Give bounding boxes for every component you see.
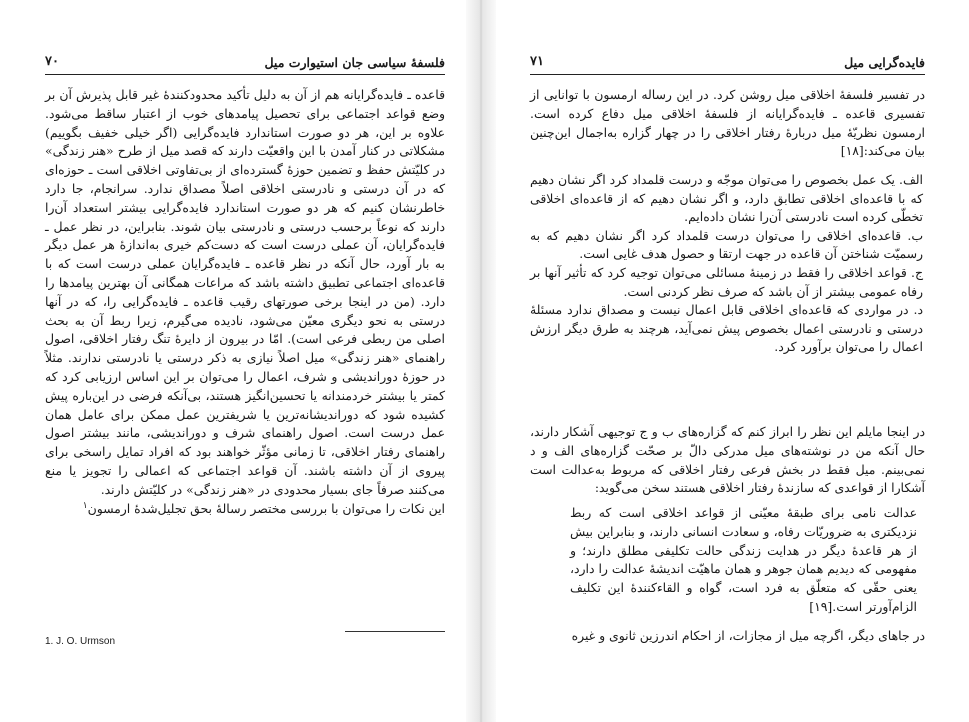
left-page xyxy=(45,0,445,722)
paragraph: در جاهای دیگر، اگرچه میل از مجازات، از احکام اندرزین ثانوی و غیره xyxy=(571,628,925,643)
quote-text: عدالت نامی برای طبقهٔ معیّنی از قواعد اخلاقی است که ربط نزدیکتری به ضروریّات رفاه، و سعادت انسانی دارند، و بنابراین بیش از هر قاعدهٔ دیگر در هدایت زندگی حالت تکلیفی مطلق دارند؛ و مفهومی که دیدیم همان جوهر و همان ماهیّت اندیشهٔ عدالت را دارد، یعنی حقّی که متعلّق به فرد است، گواه و القاءکنندهٔ این تکلیف الزام‌آورتر است.[۱۹] xyxy=(570,505,917,614)
proposition-item: ج. قواعد اخلاقی را فقط در زمینهٔ مسائلی می‌توان توجیه کرد که تأثیر آنها بر رفاه عمومی بیشتر از آن باشد که صرف نظر کردنی است. xyxy=(530,264,923,299)
paragraph-text: این نکات را می‌توان با بررسی مختصر رسالهٔ بحق تجلیل‌شدهٔ ارمسون xyxy=(87,500,445,516)
proposition-item: د. در مواردی که قاعده‌ای اخلاقی قابل اعمال نیست و مصداق ندارد مسئلهٔ درستی و نادرستی اعمال بخصوص پیش نمی‌آید، هرچند به طرق دیگر ارزش اعمال را می‌توان برآورد کرد. xyxy=(530,302,923,355)
footnote-marker: ۱ xyxy=(82,500,88,511)
discussion-paragraph xyxy=(530,423,925,498)
proposition-item: ب. قاعده‌ای اخلاقی را می‌توان درست قلمداد کرد اگر نشان دهیم که به رسمیّت شناختن آن قاعده در جهت ارتقا و حصول هدف غایی است. xyxy=(530,227,923,262)
paragraph: قاعده ـ فایده‌گرایانه هم از آن به دلیل تأکید محدودکنندهٔ غیر قابل پذیرش آن بر وضع قواعد اجتماعی برای تحصیل پیامدهای خوب از اعتبار ساقط می‌شود. علاوه بر این، هر دو صورت استاندارد فایده‌گرایی (اگر خیلی خفیف بگوییم) مشکلاتی در کنار آمدن با این واقعیّت دارند که قصد میل از طرح «هنر زندگی» در کلیّتش حفظ و تضمین حوزهٔ گسترده‌ای از بی‌تفاوتی اخلاقی است ـ حوزه‌ای که در آن درستی و نادرستی اخلاقی اصلاً مصداق ندارد. سرانجام، جا دارد خاطرنشان کنیم که هر دو صورت استاندارد فایده‌گرایی بیشتر استعداد آن‌را دارند که نوعاً برحسب درستی و نادرستی بیان شوند. بنابراین، در نظر عمل ـ فایده‌گرایان، آن عملی درست است که دست‌کم خیری به‌اندازهٔ هر عمل دیگر به بار آورد، حال آنکه در نظر قاعده ـ فایده‌گرایان عملی درست است که با قاعده‌ای اجتماعی تطبیق داشته باشد که مراعات همگانی آن بهترین پیامدها را دارد. (من در اینجا برخی صورتهای رقیب قاعده ـ فایده‌گرایی را، که در آنها درستی به نحو دیگری معیّن می‌شود، نادیده می‌گیرم، زیرا ربط آن به بحث اصلی من ربطی فرعی است). امّا در بیرون از دایرهٔ تنگ رفتار اخلاقی، اصول راهنمای «هنر زندگی» میل اصلاً نیازی به ذکر درستی یا نادرستی ندارند. مثلاً در حوزهٔ دوراندیشی و شرف، اعمال را می‌توان بر این اساس ارزیابی کرد که کمتر یا بیشتر خردمندانه یا تحسین‌انگیز هستند، بی‌آنکه فرضی در این‌باره پیش کشیده شود که دوراندیشانه‌ترین یا شریفترین عمل ممکن برای عامل همان عمل درست است. اصول راهنمای شرف و دوراندیشی، مانند بیشتر اصول راهنمای رفتار اخلاقی، تا زمانی مؤثّر خواهند بود که افراد تمایل راسخی برای پیروی از آن داشته باشند. آن قواعد اجتماعی که اعمالی را تجویز یا منع می‌کنند صرفاً جای بسیار محدودی در «هنر زندگی» در کلیّتش دارند. xyxy=(45,87,445,497)
running-title: فلسفهٔ سیاسی جان استیوارت میل xyxy=(264,55,445,70)
footnote: 1. J. O. Urmson xyxy=(45,636,116,647)
propositions-list xyxy=(530,171,925,357)
intro-paragraph xyxy=(530,86,925,161)
block-quote xyxy=(530,504,925,617)
book-gutter xyxy=(466,0,496,722)
footnote-divider xyxy=(345,631,445,632)
page-number: ۷۱ xyxy=(530,54,544,69)
closing-paragraph xyxy=(530,627,925,646)
right-page xyxy=(530,0,925,722)
running-title: فایده‌گرایی میل xyxy=(844,55,925,70)
paragraph: در تفسیر فلسفهٔ اخلاقی میل روشن کرد. در این رساله ارمسون با توانایی از تفسیری قاعده ـ فایده‌گرایانه از فلسفهٔ اخلاقی میل دفاع کرده است. ارمسون نظریّهٔ میل دربارهٔ رفتار اخلاقی را در چهار گزاره به‌اجمال این‌چنین بیان می‌کند:[۱۸] xyxy=(530,87,925,159)
paragraph xyxy=(45,500,445,519)
page-body xyxy=(45,86,445,518)
proposition-item: الف. یک عمل بخصوص را می‌توان موجّه و درست قلمداد کرد اگر نشان دهیم که با قاعده‌ای اخلاقی تطابق دارد، و اگر نشان دهیم که از قاعده‌ای اخلاقی تخطّی کرده است نادرستی آن‌را نشان داده‌ایم. xyxy=(530,172,923,225)
page-number: ۷۰ xyxy=(45,54,59,69)
paragraph: در اینجا مایلم این نظر را ابراز کنم که گزاره‌های ب و ج توجیهی آشکار دارند، حال آنکه من در نوشته‌های میل مدرکی دالّ بر صحّت گزاره‌های الف و د نمی‌بینم. میل فقط در بخش فرعی رفتار اخلاقی که مربوط به‌عدالت است آشکارا از قواعدی که سازندهٔ رفتار اخلاقی هستند سخن می‌گوید: xyxy=(530,424,925,496)
running-header xyxy=(530,52,925,75)
running-header xyxy=(45,52,445,75)
